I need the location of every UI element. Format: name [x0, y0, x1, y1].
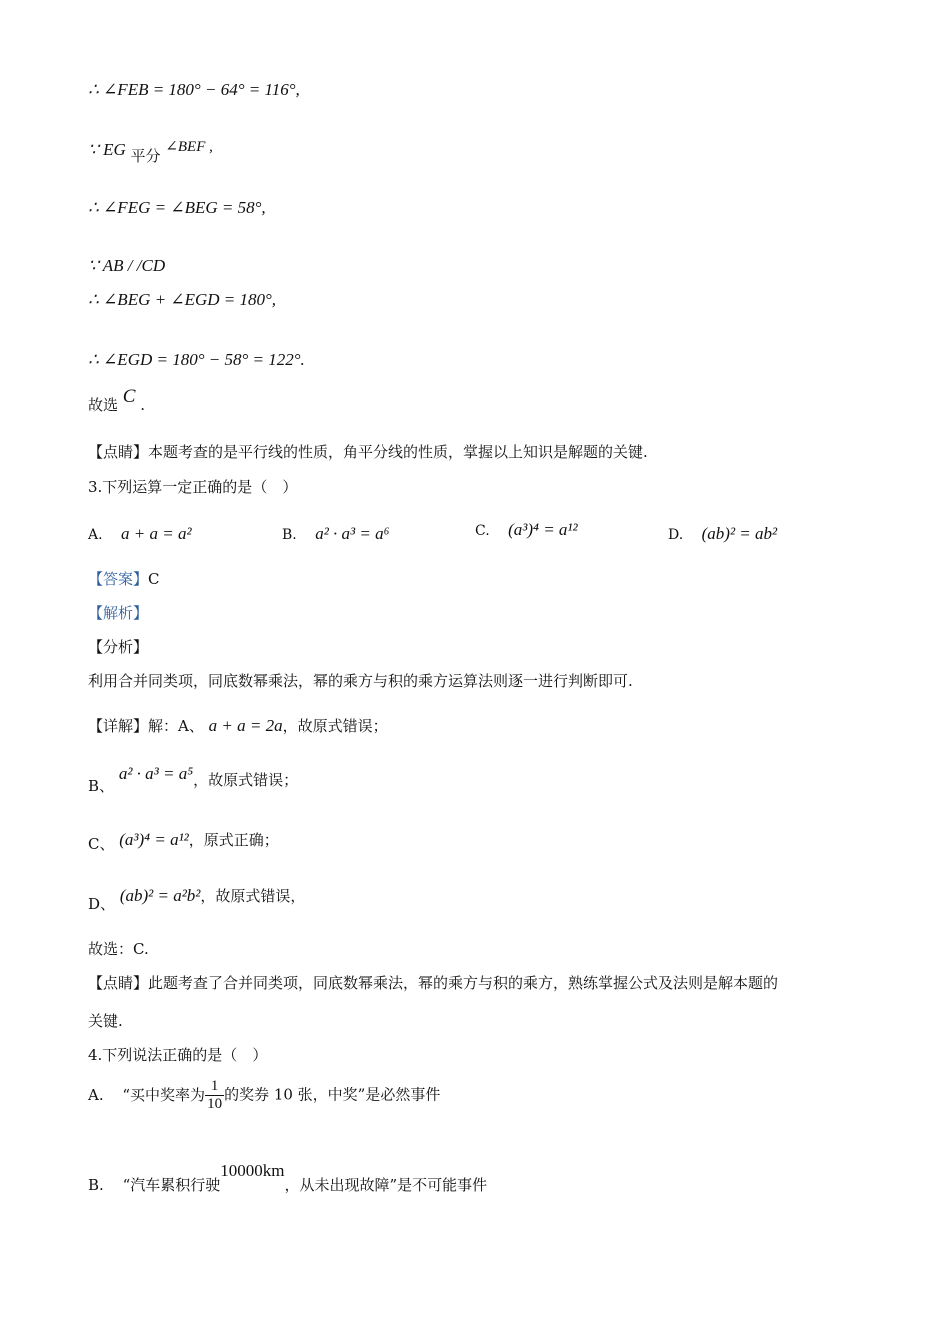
q3-option-d-label: D. — [668, 527, 684, 543]
detail-tag: 【详解】 — [88, 717, 149, 735]
answer-tag: 【答案】 — [88, 570, 149, 588]
q3-option-b-expr: a² · a³ = a⁶ — [315, 524, 390, 543]
detail-d-pre: D、 — [88, 895, 116, 913]
q3-option-b — [282, 524, 390, 544]
q4-option-a-pre: “买中奖率为 — [122, 1085, 206, 1104]
detail-d-post: ，故原式错误， — [200, 887, 306, 905]
q4-option-b-label: B. — [88, 1176, 104, 1194]
step-line-2-mid: 平分 — [130, 147, 161, 165]
fraction-numerator: 1 — [205, 1078, 224, 1096]
fraction-denominator: 10 — [207, 1096, 223, 1112]
q3-option-c — [475, 520, 578, 540]
q4-option-b-post: ，从未出现故障”是不可能事件 — [284, 1176, 488, 1194]
q2-comment: 【点睛】本题考查的是平行线的性质，角平分线的性质，掌握以上知识是解题的关键. — [88, 443, 648, 461]
detail-d-math: (ab)² = a²b² — [119, 886, 201, 905]
detail-c-pre: C、 — [88, 835, 115, 853]
q4-option-a-post: 的奖券 10 张，中奖”是必然事件 — [224, 1085, 441, 1104]
step-line-3: ∴ ∠FEG = ∠BEG = 58°, — [88, 198, 266, 217]
choose-period: . — [140, 396, 146, 414]
q4-option-b — [88, 1160, 488, 1194]
step-line-6: ∴ ∠EGD = 180° − 58° = 122°. — [88, 350, 305, 369]
q3-option-d — [668, 524, 777, 544]
detail-b — [88, 764, 299, 795]
q4-fraction — [205, 1078, 224, 1113]
detail-a-math: a + a = 2a — [208, 716, 283, 735]
q3-stem: 3.下列运算一定正确的是（ ） — [88, 478, 298, 496]
q4-option-b-pre: “汽车累积行驶 — [122, 1176, 221, 1194]
step-line-2-pre: ∵ EG — [88, 140, 126, 159]
step-line-2-post: ∠BEF , — [165, 139, 213, 155]
q3-option-c-label: C. — [475, 523, 490, 539]
detail-c-post: ，原式正确； — [188, 831, 279, 849]
detail-b-math: a² · a³ = a⁵ — [118, 764, 194, 783]
detail-b-post: ，故原式错误； — [193, 771, 299, 789]
detail-a-post: ，故原式错误； — [282, 717, 388, 735]
q4-option-a — [88, 1078, 440, 1113]
detail-d — [88, 886, 306, 913]
q4-stem: 4.下列说法正确的是（ ） — [88, 1046, 268, 1064]
fenxi-text: 利用合并同类项，同底数幂乘法，幂的乘方与积的乘方运算法则逐一进行判断即可. — [88, 672, 633, 690]
q4-option-a-label: A. — [88, 1085, 104, 1104]
q3-choose: 故选：C. — [88, 940, 149, 958]
detail-a — [88, 716, 388, 736]
q3-option-c-expr: (a³)⁴ = a¹² — [508, 520, 578, 539]
q3-option-d-expr: (ab)² = ab² — [701, 524, 778, 543]
q3-option-a-label: A. — [88, 527, 103, 543]
q3-answer — [88, 570, 160, 588]
fenxi-tag: 【分析】 — [88, 638, 149, 656]
choose-math: C — [122, 386, 136, 407]
step-line-2 — [88, 139, 213, 165]
q3-option-a — [88, 524, 192, 544]
q3-option-b-label: B. — [282, 527, 297, 543]
q3-comment-2: 关键. — [88, 1012, 123, 1030]
detail-b-pre: B、 — [88, 777, 115, 795]
step-line-7 — [88, 386, 146, 414]
detail-c — [88, 830, 279, 853]
answer-value: C — [148, 570, 160, 588]
detail-c-math: (a³)⁴ = a¹² — [119, 830, 189, 849]
q4-option-b-math: 10000km — [220, 1161, 285, 1180]
step-line-1: ∴ ∠FEB = 180° − 64° = 116°, — [88, 80, 300, 99]
q3-comment-1: 【点睛】此题考查了合并同类项，同底数幂乘法，幂的乘方与积的乘方，熟练掌握公式及法则是解本题的 — [88, 974, 779, 992]
analysis-tag: 【解析】 — [88, 604, 149, 622]
step-line-4: ∵ AB / /CD — [88, 256, 166, 275]
step-line-5: ∴ ∠BEG + ∠EGD = 180°, — [88, 290, 277, 309]
q3-option-a-expr: a + a = a² — [121, 524, 192, 543]
detail-a-pre: 解：A、 — [148, 717, 204, 735]
choose-label: 故选 — [88, 396, 119, 414]
